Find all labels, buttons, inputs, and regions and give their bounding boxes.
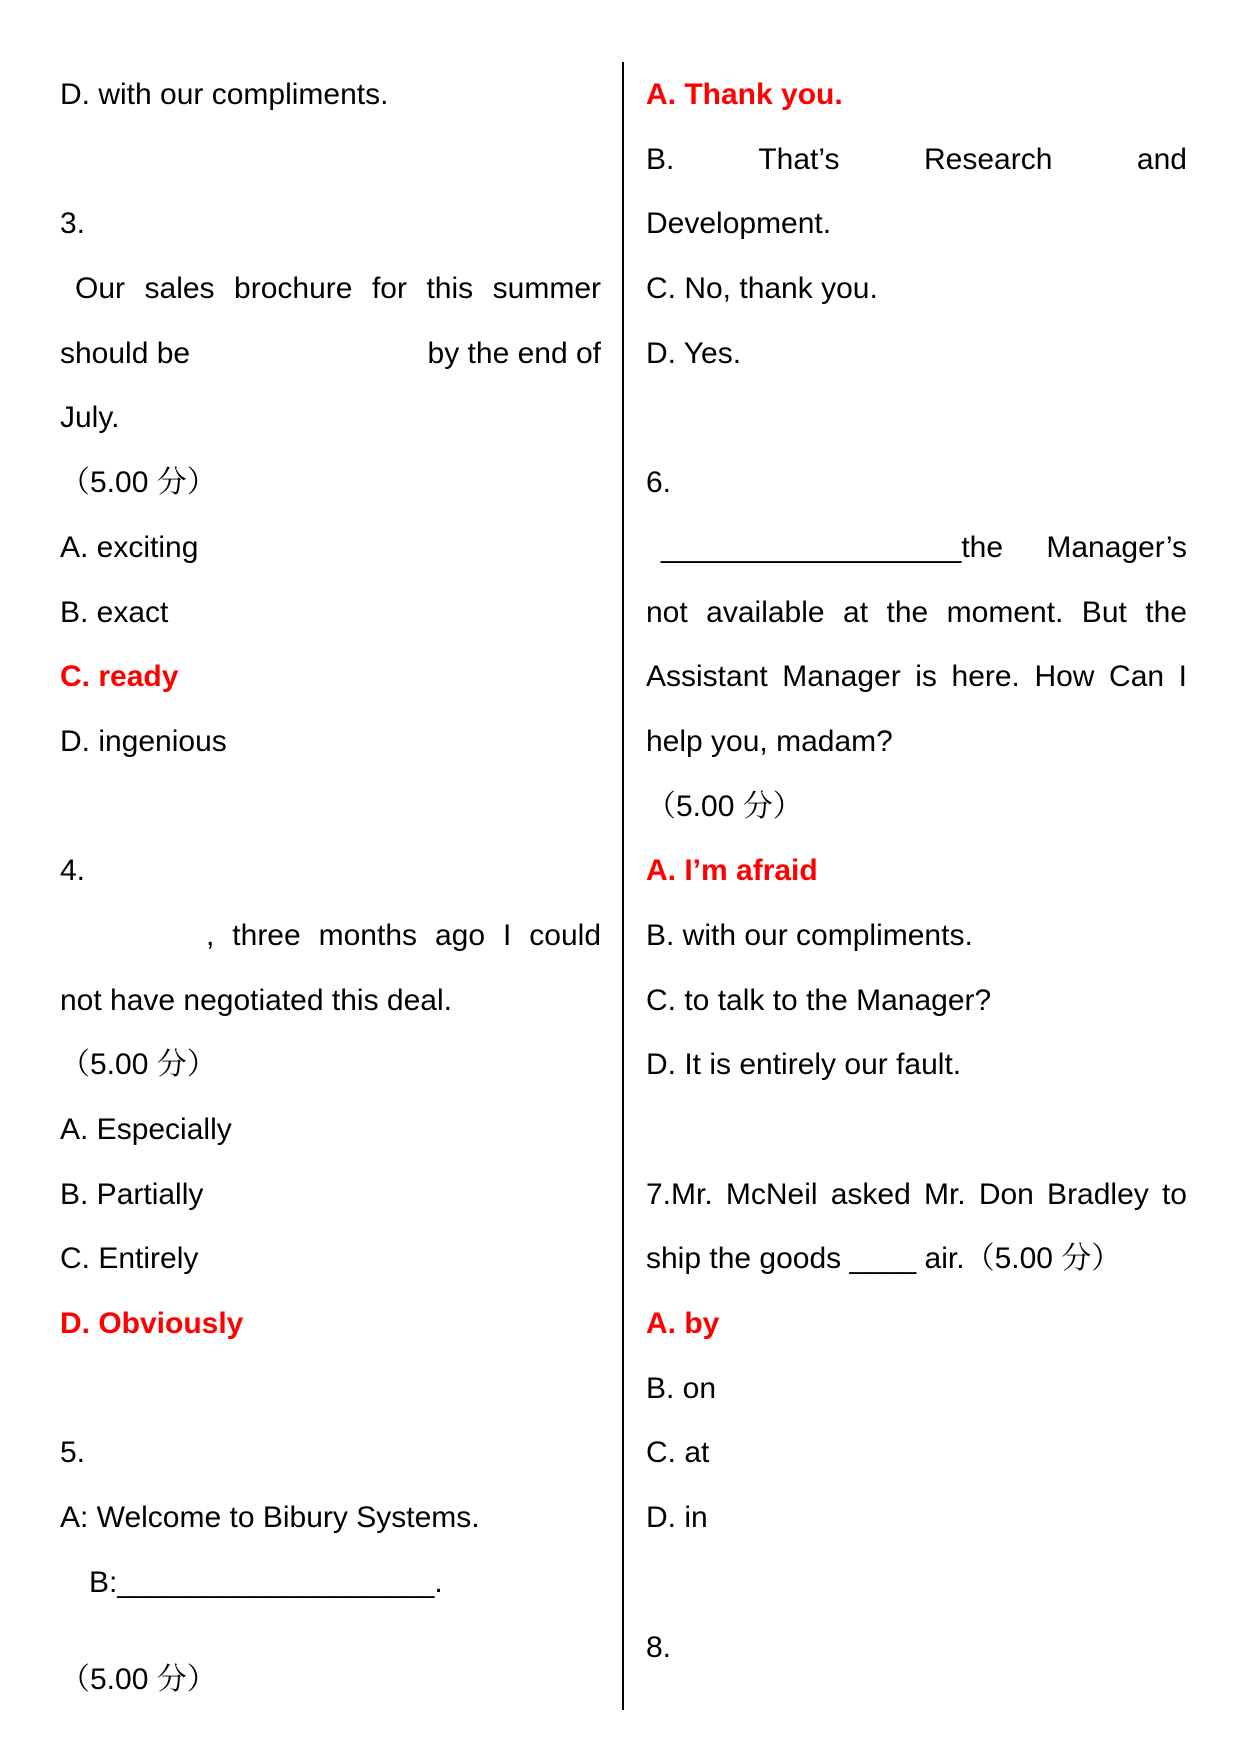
q4-option-d: D. Obviously: [60, 1307, 244, 1341]
blank-line: [60, 1357, 601, 1422]
q3-stem-before-blank: should be: [60, 336, 191, 370]
q6-option-b: B. with our compliments.: [646, 918, 973, 952]
left-column: [60, 63, 601, 1712]
q5-dialogue-b: B:___________________.: [89, 1565, 443, 1599]
q6-stem-line-2: not available at the moment. But the: [646, 595, 1187, 629]
q3-number: 3.: [60, 207, 86, 241]
q5-option-d: D. Yes.: [646, 336, 742, 370]
q3-score: （5.00 分）: [60, 466, 217, 500]
q3-stem-line-3: July.: [60, 401, 120, 435]
q5-option-b-line-2: Development.: [646, 207, 832, 241]
q3-option-c: C. ready: [60, 660, 179, 694]
q7-option-b: B. on: [646, 1371, 717, 1405]
q3-option-a: A. exciting: [60, 530, 199, 564]
right-column: [646, 63, 1187, 1680]
q7-option-d: D. in: [646, 1501, 708, 1535]
q6-number: 6.: [646, 466, 672, 500]
q4-option-b: B. Partially: [60, 1177, 204, 1211]
q5-dialogue-a: A: Welcome to Bibury Systems.: [60, 1501, 480, 1535]
blank-line: [60, 775, 601, 840]
q4-stem-line-1: , three months ago I could: [206, 918, 601, 952]
q2-option-d: D. with our compliments.: [60, 78, 389, 111]
q6-stem-line-1: __________________the Manager’s: [661, 530, 1187, 564]
q7-stem-line-1: 7.Mr. McNeil asked Mr. Don Bradley to: [646, 1177, 1187, 1211]
q5-number: 5.: [60, 1436, 86, 1470]
q3-stem-line-2: [60, 322, 601, 387]
q6-option-c: C. to talk to the Manager?: [646, 983, 992, 1017]
q6-stem-line-4: help you, madam?: [646, 724, 893, 758]
q3-stem-after-blank: by the end of: [427, 336, 601, 370]
q6-option-a: A. I’m afraid: [646, 854, 818, 888]
q5-score: （5.00 分）: [60, 1662, 217, 1696]
q7-option-c: C. at: [646, 1436, 710, 1470]
q6-score: （5.00 分）: [646, 789, 803, 823]
blank-line: [646, 1551, 1187, 1616]
q3-option-b: B. exact: [60, 595, 169, 629]
q4-option-a: A. Especially: [60, 1113, 232, 1146]
q7-option-a: A. by: [646, 1307, 720, 1341]
q5-option-a: A. Thank you.: [646, 78, 843, 111]
q4-stem-line-2: not have negotiated this deal.: [60, 983, 452, 1017]
blank-line: [60, 128, 601, 193]
blank-line: [646, 386, 1187, 451]
q4-number: 4.: [60, 854, 86, 888]
q8-number: 8.: [646, 1630, 672, 1664]
q5-option-b-line-1: B. That’s Research and: [646, 142, 1187, 176]
q4-option-c: C. Entirely: [60, 1242, 199, 1276]
q6-option-d: D. It is entirely our fault.: [646, 1048, 962, 1082]
q3-stem-line-1: Our sales brochure for this summer: [75, 272, 601, 306]
column-divider: [622, 62, 624, 1710]
blank-line: [646, 1098, 1187, 1163]
q6-stem-line-3: Assistant Manager is here. How Can I: [646, 660, 1187, 694]
q7-stem-line-2: ship the goods ____ air.（5.00 分）: [646, 1242, 1122, 1276]
q5-option-c: C. No, thank you.: [646, 272, 878, 306]
q4-score: （5.00 分）: [60, 1048, 217, 1082]
q3-option-d: D. ingenious: [60, 724, 227, 758]
